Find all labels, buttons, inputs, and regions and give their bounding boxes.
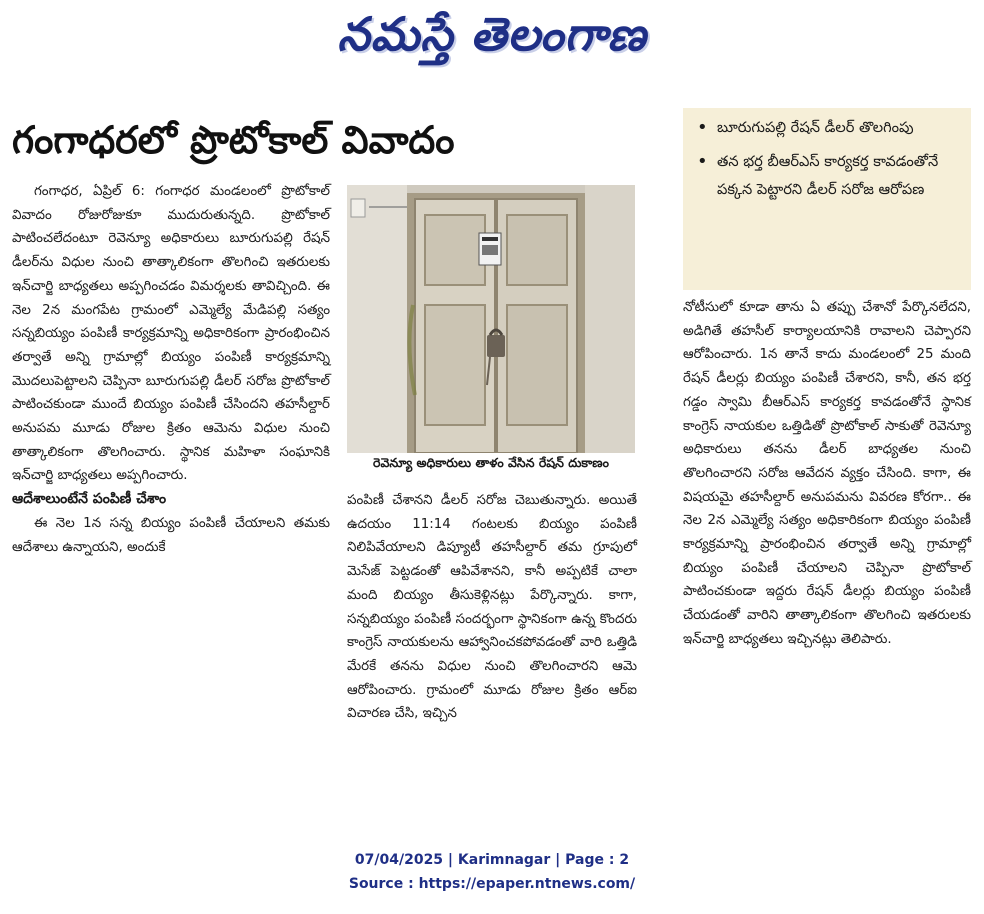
highlight-item: • తన భర్త బీఆర్ఎస్ కార్యకర్త కావడంతోనే పక్కన పెట్టారని డీలర్ సరోజ ఆరోపణ: [691, 148, 963, 204]
masthead: [0, 6, 984, 74]
bullet-icon: •: [697, 151, 708, 172]
bullet-icon: •: [697, 117, 708, 138]
article-column-1: [12, 180, 330, 559]
footer-date-line: 07/04/2025 | Karimnagar | Page : 2: [354, 852, 630, 868]
article-paragraph: పంపిణీ చేశానని డీలర్ సరోజ చెబుతున్నారు. అయితే ఉదయం 11:14 గంటలకు బియ్యం పంపిణీ నిలిపివేయాలని డిప్యూటీ తహసీల్దార్ తమ గ్రూపులో మెసేజ్ పెట్టడంతో ఆపివేశానని, కానీ అప్పటికే చాలా మంది బియ్యం తీసుకెళ్లినట్లు పేర్కొన్నారు. కాగా, సన్నబియ్యం పంపిణీ సందర్భంగా స్థానికంగా ఉన్న కొందరు కాంగ్రెస్ నాయకులను ఆహ్వానించకపోవడంతో వారి ఒత్తిడి మేరకే తనను విధుల నుంచి తొలగించారని ఆమె ఆరోపించారు. గ్రామంలో మూడు రోజుల క్రితం ఆర్ఐ విచారణ చేసి, ఇచ్చిన: [347, 493, 637, 722]
footer-source-line: Source : https://epaper.ntnews.com/: [348, 876, 636, 892]
article-paragraph: ఈ నెల 1న సన్న బియ్యం పంపిణీ చేయాలని తమకు ఆదేశాలు ఉన్నాయని, అందుకే: [12, 515, 330, 555]
ration-shop-photo: [347, 185, 635, 453]
masthead-title: నమస్తే తెలంగాణ: [337, 7, 647, 61]
article-paragraph: నోటీసులో కూడా తాను ఏ తప్పు చేశానో పేర్కొనలేదని, అడిగితే తహసీల్ కార్యాలయానికి రావాలని చెప్పారని ఆరోపించారు. 1న తానే కాదు మండలంలో 25 మంది రేషన్ డీలర్లు బియ్యం పంపిణీ చేశారని, కానీ, తన భర్త గడ్డం స్వామి బీఆర్ఎస్ కార్యకర్త కావడంతోనే స్థానిక కాంగ్రెస్ నాయకుల ఒత్తిడితో ప్రొటోకాల్ సాకుతో రెవెన్యూ అధికారులు తనను డీలర్ బాధ్యతల నుంచి తొలగించారని సరోజ ఆవేదన వ్యక్తం చేసింది. కాగా, ఈ విషయమై తహసీల్దార్ అనుపమను వివరణ కోరగా.. ఈ నెల 2న ఎమ్మెల్యే సత్యం అధికారికంగా బియ్యం పంపిణీ కార్యక్రమాన్ని ప్రారంభించిన తర్వాతే అన్ని గ్రామాల్లో బియ్యం పంపిణీ చేయాలని చెప్పినా ప్రొటోకాల్ పాటించకుండా ఇద్దరు రేషన్ డీలర్లు బియ్యం పంపిణీ చేయడంతో వారిని తాత్కాలికంగా తొలగించి ఇతరులకు ఇన్‌చార్జి బాధ్యతలు ఇచ్చినట్లు తెలిపారు.: [683, 300, 971, 647]
photo-caption: రెవెన్యూ అధికారులు తాళం వేసిన రేషన్ దుకాణం: [373, 455, 609, 470]
locked-door-image: [347, 185, 635, 453]
article-column-3: [683, 296, 971, 652]
article-headline: గంగాధరలో ప్రొటోకాల్ వివాదం: [12, 118, 455, 162]
article-subheading: ఆదేశాలుంటేనే పంపిణీ చేశాం: [12, 491, 167, 508]
highlight-item: • బూరుగుపల్లి రేషన్ డీలర్ తొలగింపు: [691, 114, 963, 142]
article-paragraph: గంగాధర, ఏప్రిల్ 6: గంగాధర మండలంలో ప్రొటోకాల్ వివాదం రోజురోజుకూ ముదురుతున్నది. ప్రొటోకాల్ పాటించలేదంటూ రెవెన్యూ అధికారులు బూరుగుపల్లి రేషన్ డీలర్‌ను విధుల నుంచి తాత్కాలికంగా తొలగించి ఇతరులకు ఇన్‌చార్జి బాధ్యతలు అప్పగించడం విమర్శలకు తావిచ్చింది. ఈ నెల 2న మంగపేట గ్రామంలో ఎమ్మెల్యే మేడిపల్లి సత్యం సన్నబియ్యం పంపిణీ కార్యక్రమాన్ని అధికారికంగా ప్రారంభించిన తర్వాతే అన్ని గ్రామాల్లో బియ్యం పంపిణీ కార్యక్రమాన్ని మొదలుపెట్టాలని చెప్పినా బూరుగుపల్లి డీలర్ సరోజ ప్రొటోకాల్ పాటించకుండా ముందే బియ్యం పంపిణీ చేసిందని తహసీల్దార్ అనుపమ మూడు రోజుల క్రితం ఆమెను విధుల నుంచి తాత్కాలికంగా తొలగించారు. స్థానిక మహిళా సంఘానికి ఇన్‌చార్జి బాధ్యతలు అప్పగించారు.: [12, 184, 330, 484]
article-column-2: [347, 489, 637, 726]
highlights-box: [683, 108, 971, 290]
